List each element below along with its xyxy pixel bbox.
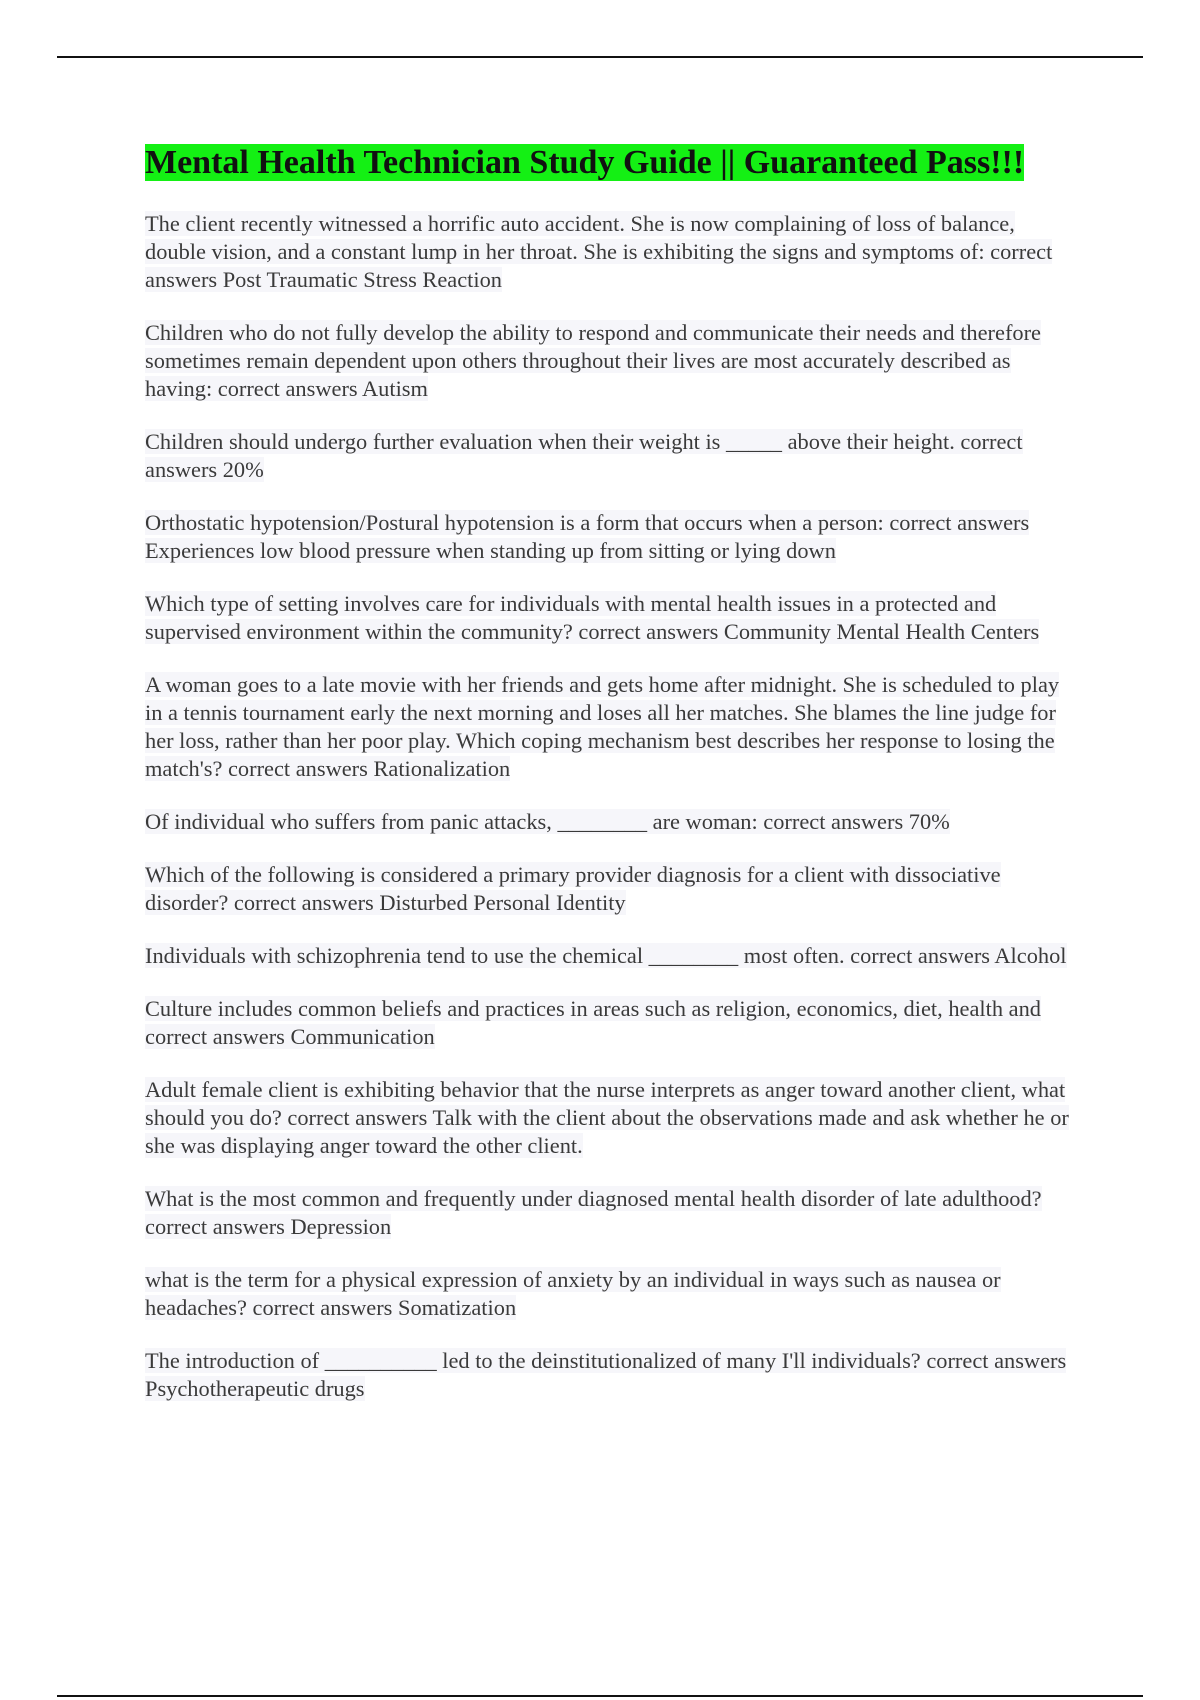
document-body	[145, 142, 1070, 1428]
qa-item: The introduction of __________ led to the deinstitutionalized of many I'll individuals? correct answers Psychotherapeutic drugs	[145, 1348, 1067, 1401]
qa-item: Orthostatic hypotension/Postural hypotension is a form that occurs when a person: correct answers Experiences low blood pressure when standing up from sitting or lying down	[145, 510, 1030, 563]
document-title: Mental Health Technician Study Guide || Guaranteed Pass!!!	[145, 144, 1025, 181]
qa-item: Children should undergo further evaluation when their weight is _____ above their height. correct answers 20%	[145, 429, 1023, 482]
qa-item: The client recently witnessed a horrific auto accident. She is now complaining of loss of balance, double vision, and a constant lump in her throat. She is exhibiting the signs and symptoms of: correct answers Post Traumatic Stress Reaction	[145, 211, 1053, 292]
qa-item: Which of the following is considered a primary provider diagnosis for a client with dissociative disorder? correct answers Disturbed Personal Identity	[145, 862, 1001, 915]
qa-item: Of individual who suffers from panic attacks, ________ are woman: correct answers 70%	[145, 809, 950, 834]
qa-item: What is the most common and frequently under diagnosed mental health disorder of late adulthood? correct answers Depression	[145, 1186, 1042, 1239]
top-rule	[57, 56, 1143, 58]
qa-item: Culture includes common beliefs and practices in areas such as religion, economics, diet, health and correct answers Communication	[145, 996, 1041, 1049]
qa-item: Children who do not fully develop the ability to respond and communicate their needs and therefore sometimes remain dependent upon others throughout their lives are most accurately described as having: correct answers Autism	[145, 320, 1041, 401]
qa-item: Adult female client is exhibiting behavior that the nurse interprets as anger toward another client, what should you do? correct answers Talk with the client about the observations made and ask whether he or she was displaying anger toward the other client.	[145, 1077, 1069, 1158]
qa-item: Individuals with schizophrenia tend to use the chemical ________ most often. correct answers Alcohol	[145, 943, 1067, 968]
qa-item: Which type of setting involves care for individuals with mental health issues in a protected and supervised environment within the community? correct answers Community Mental Health Centers	[145, 591, 1040, 644]
qa-item: what is the term for a physical expression of anxiety by an individual in ways such as nausea or headaches? correct answers Somatization	[145, 1267, 1001, 1320]
qa-item: A woman goes to a late movie with her friends and gets home after midnight. She is scheduled to play in a tennis tournament early the next morning and loses all her matches. She blames the line judge for her loss, rather than her poor play. Which coping mechanism best describes her response to losing the match's? correct answers Rationalization	[145, 672, 1060, 781]
bottom-rule	[57, 1695, 1143, 1697]
